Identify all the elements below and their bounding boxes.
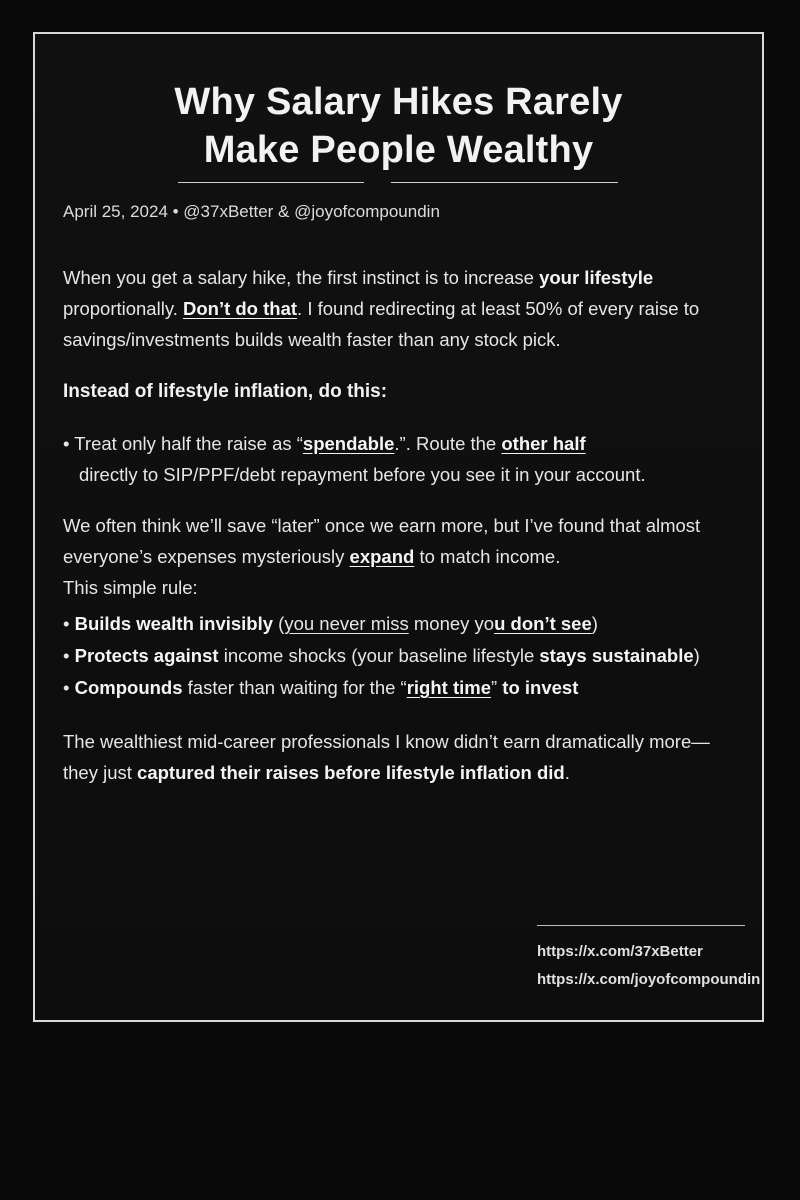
intro-emphasis-dont: Don’t do that xyxy=(182,298,298,319)
links-divider xyxy=(537,925,745,926)
para2-text-1: We often think we’ll save “later” once we earn more, but I’ve found that almost everyone’s expenses mysteriously xyxy=(63,515,701,567)
bullet-glyph: • xyxy=(63,433,70,454)
tip-emphasis-spendable: spendable xyxy=(302,433,395,454)
bullet-3-text-1: faster than waiting for the “ xyxy=(182,677,407,698)
source-links xyxy=(537,938,760,994)
bullet-2-bold-2: stays sustainable xyxy=(539,645,694,666)
byline: April 25, 2024 • @37xBetter & @joyofcompoundin xyxy=(63,202,440,221)
page-title xyxy=(35,78,762,174)
bullet-glyph: • xyxy=(63,677,70,698)
bullet-1-bold: Builds wealth invisibly xyxy=(74,613,274,634)
tip-text-1: Treat only half the raise as “ xyxy=(69,433,303,454)
section-heading: Instead of lifestyle inflation, do this: xyxy=(63,381,388,402)
bullet-1-text-3: ) xyxy=(591,613,598,634)
bullet-2-text-1: income shocks (your baseline lifestyle xyxy=(218,645,540,666)
list-item xyxy=(63,428,743,490)
bullet-3-underline: right time xyxy=(406,677,491,698)
intro-emphasis-lifestyle: your lifestyle xyxy=(539,267,654,288)
bullet-1-text-2: money yo xyxy=(408,613,495,634)
tip-text-2: .”. Route the xyxy=(394,433,502,454)
title-line-1: Why Salary Hikes Rarely xyxy=(174,81,623,123)
link-37xbetter[interactable]: https://x.com/37xBetter xyxy=(537,943,703,960)
bullet-glyph: • xyxy=(63,645,70,666)
body-paragraph xyxy=(63,510,743,603)
para2-emphasis-expand: expand xyxy=(349,546,415,567)
bullet-2-bold: Protects against xyxy=(74,645,219,666)
closing-paragraph xyxy=(63,726,743,788)
intro-text-2: proportionally. xyxy=(63,298,183,319)
intro-paragraph xyxy=(63,262,743,355)
title-underline-right xyxy=(391,182,618,183)
bullet-3-bold: Compounds xyxy=(74,677,183,698)
bullet-1-underline-1: you never miss xyxy=(284,613,409,634)
list-item xyxy=(63,640,743,671)
bullet-1-underline-2: u don’t see xyxy=(494,613,592,634)
bullet-3-text-2: ” xyxy=(490,677,503,698)
para2-text-2: to match income. xyxy=(414,546,561,567)
bullet-glyph: • xyxy=(63,613,70,634)
intro-text-1: When you get a salary hike, the first instinct is to increase xyxy=(63,267,540,288)
article-card xyxy=(33,32,764,1022)
bullet-2-text-2: ) xyxy=(693,645,700,666)
closing-text-1: The wealthiest mid-career professionals I know didn’t earn dramatically more—they just xyxy=(63,731,710,783)
tip-text-3: directly to SIP/PPF/debt repayment before you see it in your account. xyxy=(79,464,646,485)
title-underline-left xyxy=(178,182,364,183)
list-item xyxy=(63,672,743,703)
tip-emphasis-other-half: other half xyxy=(501,433,586,454)
link-joyofcompoundin[interactable]: https://x.com/joyofcompoundin xyxy=(537,971,761,988)
intro-text-3: . I found redirecting at least 50% of every raise to savings/investments builds wealth faster than any stock pick. xyxy=(63,298,700,350)
title-line-2: Make People Wealthy xyxy=(203,129,594,171)
para2-text-3: This simple rule: xyxy=(63,577,198,598)
closing-emphasis: captured their raises before lifestyle inflation did xyxy=(137,762,565,783)
closing-text-2: . xyxy=(564,762,570,783)
bullet-3-bold-2: to invest xyxy=(502,677,579,698)
list-item xyxy=(63,608,743,639)
bullet-1-text-1: ( xyxy=(273,613,285,634)
